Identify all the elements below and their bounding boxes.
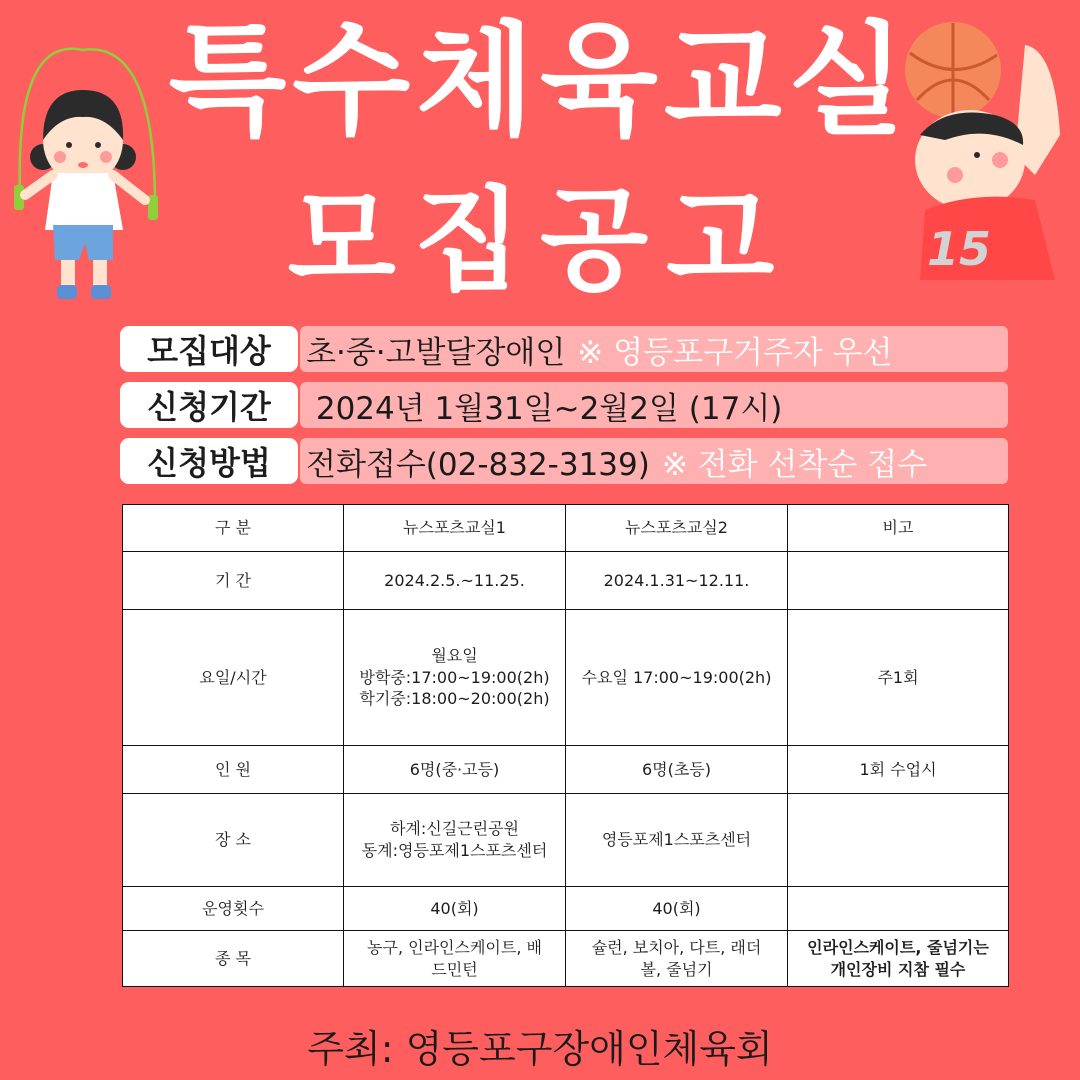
table-cell — [566, 794, 788, 887]
cell-line: 수요일 17:00~19:00(2h) — [581, 667, 772, 687]
info-label-period: 신청기간 — [120, 382, 298, 428]
table-row — [123, 746, 1009, 794]
cell-line: 2024.2.5.~11.25. — [384, 570, 525, 590]
info-value-method — [306, 438, 1006, 484]
schedule-table — [122, 504, 1009, 987]
table-row — [123, 552, 1009, 610]
table-cell — [344, 610, 566, 746]
table-row — [123, 794, 1009, 887]
cell-line: 영등포제1스포츠센터 — [601, 830, 752, 850]
table-cell — [566, 931, 788, 987]
info-label-method: 신청방법 — [120, 438, 298, 484]
table-header-cell: 구 분 — [123, 505, 344, 552]
info-row-target — [120, 326, 1008, 372]
cell-line: 슐런, 보치아, 다트, 래더 — [591, 937, 762, 957]
row-label: 종 목 — [123, 931, 344, 987]
table-cell — [566, 610, 788, 746]
cell-line: 볼, 줄넘기 — [640, 959, 713, 979]
row-label: 기 간 — [123, 552, 344, 610]
table-cell — [344, 746, 566, 794]
row-label: 장 소 — [123, 794, 344, 887]
cell-line: 하계:신길근린공원 — [389, 819, 520, 839]
cell-line: 인라인스케이트, 줄넘기는 — [807, 937, 989, 957]
info-value-method-text: 전화접수(02-832-3139) — [306, 446, 650, 483]
table-header-cell: 뉴스포츠교실1 — [344, 505, 566, 552]
table-cell-note — [788, 931, 1009, 987]
table-header-cell: 뉴스포츠교실2 — [566, 505, 788, 552]
info-row-period — [120, 382, 1008, 428]
page-title: 특수체육교실 — [168, 10, 912, 152]
cell-line: 월요일 — [431, 646, 478, 666]
table-cell — [566, 746, 788, 794]
cell-line: 개인장비 지참 필수 — [830, 959, 966, 979]
cell-line: 2024.1.31~12.11. — [603, 570, 750, 590]
table-cell — [344, 794, 566, 887]
table-cell — [788, 610, 1009, 746]
row-label: 운영횟수 — [123, 887, 344, 931]
cell-line: 주1회 — [877, 667, 919, 687]
cell-line: 드민턴 — [431, 959, 478, 979]
cell-line: 6명(초등) — [641, 759, 712, 779]
table-cell — [344, 552, 566, 610]
table-header-row — [123, 505, 1009, 552]
table-row — [123, 931, 1009, 987]
cell-line: 1회 수업시 — [859, 759, 937, 779]
organizer-footer: 주최: 영등포구장애인체육회 — [307, 1027, 773, 1071]
cell-line: 농구, 인라인스케이트, 배 — [367, 937, 542, 957]
info-value-target — [306, 326, 1006, 372]
table-cell — [566, 887, 788, 931]
info-value-target-text: 초·중·고발달장애인 — [306, 334, 566, 371]
table-cell — [788, 794, 1009, 887]
table-cell — [788, 552, 1009, 610]
table-cell — [344, 887, 566, 931]
info-value-period-text: 2024년 1월31일~2월2일 (17시) — [306, 390, 783, 427]
table-row — [123, 887, 1009, 931]
table-cell — [788, 887, 1009, 931]
cell-line: 방학중:17:00~19:00(2h) — [359, 667, 550, 687]
jersey-number: 15 — [927, 222, 992, 276]
info-label-target: 모집대상 — [120, 326, 298, 372]
row-label: 요일/시간 — [123, 610, 344, 746]
info-row-method — [120, 438, 1008, 484]
row-label: 인 원 — [123, 746, 344, 794]
table-header-cell: 비고 — [788, 505, 1009, 552]
cell-line: 학기중:18:00~20:00(2h) — [359, 689, 550, 709]
table-row — [123, 610, 1009, 746]
info-note-method: ※ 전화 선착순 접수 — [661, 446, 928, 483]
table-cell — [344, 931, 566, 987]
cell-line: 40(회) — [430, 898, 479, 918]
cell-line: 동계:영등포제1스포츠센터 — [361, 841, 548, 860]
cell-line: 40(회) — [652, 898, 701, 918]
table-cell — [566, 552, 788, 610]
info-value-period — [306, 382, 1006, 428]
page-subtitle: 모집공고 — [287, 176, 793, 306]
cell-line: 6명(중·고등) — [409, 759, 500, 779]
table-cell — [788, 746, 1009, 794]
info-note-target: ※ 영등포구거주자 우선 — [577, 334, 893, 371]
